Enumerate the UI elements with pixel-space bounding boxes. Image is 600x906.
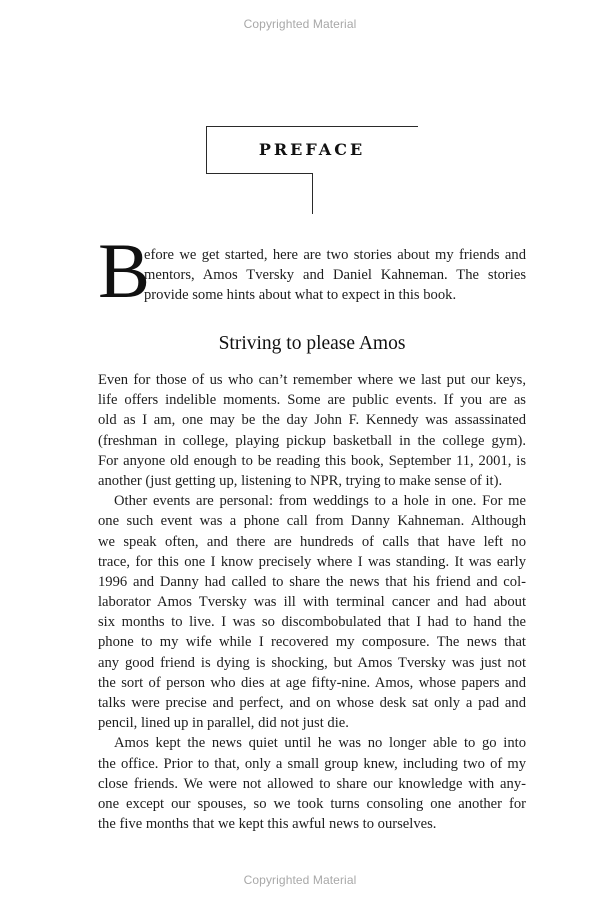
chapter-title: PREFACE — [258, 140, 366, 159]
body-line: Other events are personal: from weddings to a hole in one. For me — [114, 493, 526, 510]
body-line: (freshman in college, playing pickup basketball in the college gym). — [98, 432, 526, 449]
body-line: trace, for this one I know precisely where I was standing. It was early — [98, 553, 526, 570]
body-line: 1996 and Danny had called to share the news that his friend and col- — [98, 573, 526, 590]
body-text — [98, 370, 526, 834]
section-heading: Striving to please Amos — [218, 333, 406, 354]
body-line: the office. Prior to that, only a small group knew, including two of my — [98, 755, 526, 772]
copyright-watermark-bottom: Copyrighted Material — [243, 873, 357, 887]
body-line: six months to live. I was so discombobulated that I had to hand the — [98, 614, 526, 631]
body-line: pencil, lined up in parallel, did not just die. — [98, 715, 349, 732]
body-line: laborator Amos Tversky was ill with terminal cancer and had about — [98, 594, 526, 611]
heading-frame-right-rule — [312, 173, 313, 214]
intro-line: efore we get started, here are two stories about my friends and — [144, 247, 526, 263]
body-line: Even for those of us who can’t remember where we last put our keys, — [98, 372, 526, 388]
body-line: one except our spouses, so we took turns consoling one another for — [98, 795, 526, 812]
heading-frame-bottom-rule — [206, 173, 313, 174]
body-line: we speak often, and there are hundreds of calls that have left no — [98, 533, 526, 550]
body-line: close friends. We were not allowed to share our knowledge with any- — [98, 775, 526, 792]
intro-line: provide some hints about what to expect in this book. — [144, 287, 457, 303]
body-line: one such event was a phone call from Danny Kahneman. Although — [98, 513, 526, 530]
drop-cap: B — [98, 227, 151, 314]
body-line: old as I am, one may be the day John F. Kennedy was assassinated — [98, 412, 526, 429]
body-line: For anyone old enough to be reading this book, September 11, 2001, is — [98, 452, 526, 469]
copyright-watermark-top: Copyrighted Material — [243, 17, 357, 31]
body-line: another (just getting up, listening to NPR, trying to make sense of it). — [98, 472, 503, 489]
body-line: phone to my wife while I recovered my composure. The news that — [98, 634, 526, 651]
body-line: talks were precise and perfect, and on whose desk sat only a pad and — [98, 695, 526, 711]
body-line: any good friend is dying is shocking, but Amos Tversky was just not — [98, 654, 526, 671]
intro-line: mentors, Amos Tversky and Daniel Kahneman. The stories — [144, 267, 526, 283]
heading-frame-top-rule — [206, 126, 418, 127]
body-line: the sort of person who dies at age fifty-nine. Amos, whose papers and — [98, 674, 526, 691]
body-line: Amos kept the news quiet until he was no longer able to go into — [114, 735, 526, 752]
body-line: life offers indelible moments. Some are public events. If you are as — [98, 392, 526, 409]
body-line: the five months that we kept this awful news to ourselves. — [98, 816, 437, 833]
